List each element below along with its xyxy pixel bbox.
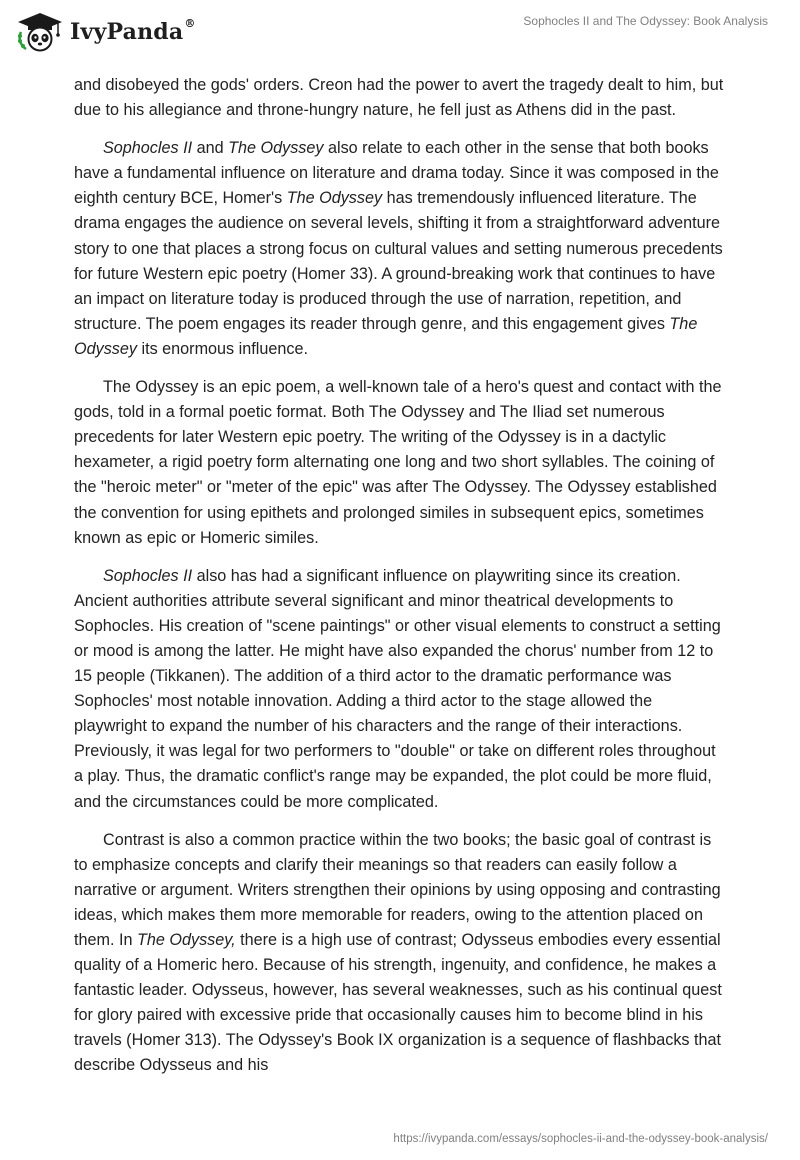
paragraph-text: has tremendously influenced literature. The drama engages the audience on several levels, shifting it from a straightforward adventure story to one that places a strong focus on cultural values and setting numerous precedents for future Western epic poetry (Homer 33). A ground-breaking work that continues to have an impact on literature today is produced through the use of narration, repetition, and structure. The poem engages its reader through genre, and this engagement gives	[74, 189, 723, 333]
essay-paragraph	[74, 828, 726, 1079]
italic-title-text: Sophocles II	[103, 139, 193, 158]
italic-title-text: The Odyssey	[74, 314, 698, 358]
paragraph-text: also relate to each other in the sense that both books have a fundamental influence on literature and drama today. Since it was composed in the eighth century BCE, Homer's	[74, 139, 719, 208]
page-header	[0, 0, 800, 64]
paragraph-text: and	[192, 139, 229, 158]
essay-paragraph	[74, 375, 726, 551]
paragraph-text: there is a high use of contrast; Odysseus embodies every essential quality of a Homeric hero. Because of his strength, ingenuity, and confidence, he makes a fantastic leader. Odysseus, however, has several weaknesses, such as his continual quest for glory paired with excessive pride that occasionally causes him to become blind in his travels (Homer 313). The Odyssey's Book IX organization is a sequence of flashbacks that describe Odysseus and his	[74, 931, 722, 1075]
paragraph-text: also has had a significant influence on playwriting since its creation. Ancient authorities attribute several significant and minor theatrical developments to Sophocles. His creation of "scene paintings" or other visual elements to construct a setting or mood is among the latter. He might have also expanded the chorus' number from 12 to 15 people (Tikkanen). The addition of a third actor to the dramatic performance was Sophocles' most notable innovation. Adding a third actor to the stage allowed the playwright to expand the number of his characters and the range of their interactions. Previously, it was legal for two performers to "double" or take on different roles throughout a play. Thus, the dramatic conflict's range may be expanded, the plot could be more fluid, and the circumstances could be more complicated.	[74, 566, 721, 811]
registered-mark: ®	[184, 16, 196, 30]
italic-title-text: The Odyssey	[286, 189, 383, 208]
panda-graduate-icon	[14, 10, 64, 52]
paragraph-text: Contrast is also a common practice within the two books; the basic goal of contrast is to emphasize concepts and clarify their meanings so that readers can easily follow a narrative or argument. Writers strengthen their opinions by using opposing and contrasting ideas, which makes them more memorable for readers, owing to the attention placed on them. In	[74, 830, 721, 949]
document-title: Sophocles II and The Odyssey: Book Analysis	[523, 14, 768, 28]
essay-body	[74, 73, 726, 1092]
essay-paragraph	[74, 136, 726, 362]
logo-wordmark	[70, 16, 196, 45]
paragraph-text: and disobeyed the gods' orders. Creon had the power to avert the tragedy dealt to him, but due to his allegiance and throne-hungry nature, he fell just as Athens did in the past.	[74, 76, 724, 120]
paragraph-text: its enormous influence.	[136, 339, 308, 358]
essay-paragraph	[74, 73, 726, 123]
essay-paragraph	[74, 564, 726, 815]
paragraph-text: The Odyssey is an epic poem, a well-known tale of a hero's quest and contact with the gods, told in a formal poetic format. Both The Odyssey and The Iliad set numerous precedents for later Western epic poetry. The writing of the Odyssey is in a dactylic hexameter, a rigid poetry form alternating one long and two short syllables. The coining of the "heroic meter" or "meter of the epic" was after The Odyssey. The Odyssey established the convention for using epithets and prolonged similes in subsequent epics, sometimes known as epic or Homeric similes.	[74, 378, 722, 547]
source-url[interactable]: https://ivypanda.com/essays/sophocles-ii-and-the-odyssey-book-analysis/	[393, 1133, 768, 1145]
italic-title-text: Sophocles II	[103, 566, 193, 585]
italic-title-text: The Odyssey	[228, 139, 324, 158]
logo-text: IvyPanda	[70, 19, 184, 45]
ivypanda-logo[interactable]	[14, 10, 196, 52]
italic-title-text: The Odyssey,	[136, 931, 236, 949]
